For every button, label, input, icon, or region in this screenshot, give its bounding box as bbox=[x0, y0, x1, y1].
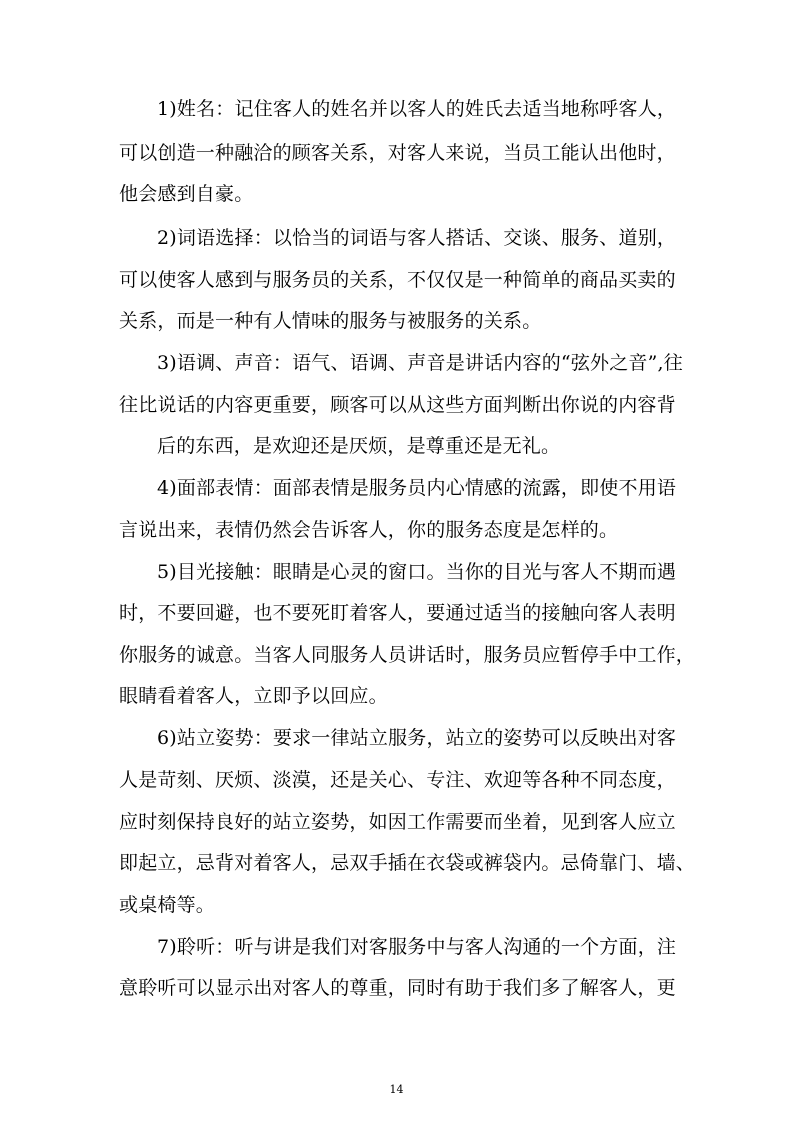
paragraph-line: 1)姓名：记住客人的姓名并以客人的姓氏去适当地称呼客人， bbox=[157, 98, 677, 120]
paragraph-line: 2)词语选择：以恰当的词语与客人搭话、交谈、服务、道别， bbox=[157, 227, 677, 249]
paragraph-line: 可以创造一种融洽的顾客关系，对客人来说，当员工能认出他时， bbox=[119, 142, 676, 164]
paragraph-line: 人是苛刻、厌烦、淡漠，还是关心、专注、欢迎等各种不同态度， bbox=[119, 769, 676, 791]
paragraph-line: 意聆听可以显示出对客人的尊重，同时有助于我们多了解客人，更 bbox=[119, 977, 676, 999]
paragraph-line: 5)目光接触：眼睛是心灵的窗口。当你的目光与客人不期而遇 bbox=[157, 561, 677, 583]
paragraph-line: 关系，而是一种有人情味的服务与被服务的关系。 bbox=[119, 310, 542, 332]
paragraph-line: 6)站立姿势：要求一律站立服务，站立的姿势可以反映出对客 bbox=[157, 727, 677, 749]
paragraph-line: 可以使客人感到与服务员的关系，不仅仅是一种简单的商品买卖的 bbox=[119, 269, 676, 291]
paragraph-line: 言说出来，表情仍然会告诉客人，你的服务态度是怎样的。 bbox=[119, 519, 619, 541]
paragraph-line: 眼睛看着客人，立即予以回应。 bbox=[119, 685, 388, 707]
paragraph-line: 即起立，忌背对着客人，忌双手插在衣袋或裤袋内。忌倚靠门、墙、 bbox=[119, 852, 696, 874]
page-number: 14 bbox=[389, 1083, 404, 1096]
paragraph-line: 他会感到自豪。 bbox=[119, 183, 254, 205]
paragraph-line: 时，不要回避，也不要死盯着客人，要通过适当的接触向客人表明 bbox=[119, 602, 676, 624]
paragraph-line: 后的东西，是欢迎还是厌烦，是尊重还是无礼。 bbox=[157, 435, 561, 457]
paragraph-line: 4)面部表情：面部表情是服务员内心情感的流露，即使不用语 bbox=[157, 477, 677, 499]
paragraph-line: 或桌椅等。 bbox=[119, 894, 216, 916]
paragraph-line: 7)聆听：听与讲是我们对客服务中与客人沟通的一个方面，注 bbox=[157, 936, 677, 958]
paragraph-line: 往比说话的内容更重要，顾客可以从这些方面判断出你说的内容背 bbox=[119, 394, 676, 416]
paragraph-line: 你服务的诚意。当客人同服务人员讲话时，服务员应暂停手中工作， bbox=[119, 644, 696, 666]
paragraph-line: 3)语调、声音：语气、语调、声音是讲话内容的“弦外之音”,往 bbox=[157, 352, 683, 374]
paragraph-line: 应时刻保持良好的站立姿势，如因工作需要而坐着，见到客人应立 bbox=[119, 811, 676, 833]
